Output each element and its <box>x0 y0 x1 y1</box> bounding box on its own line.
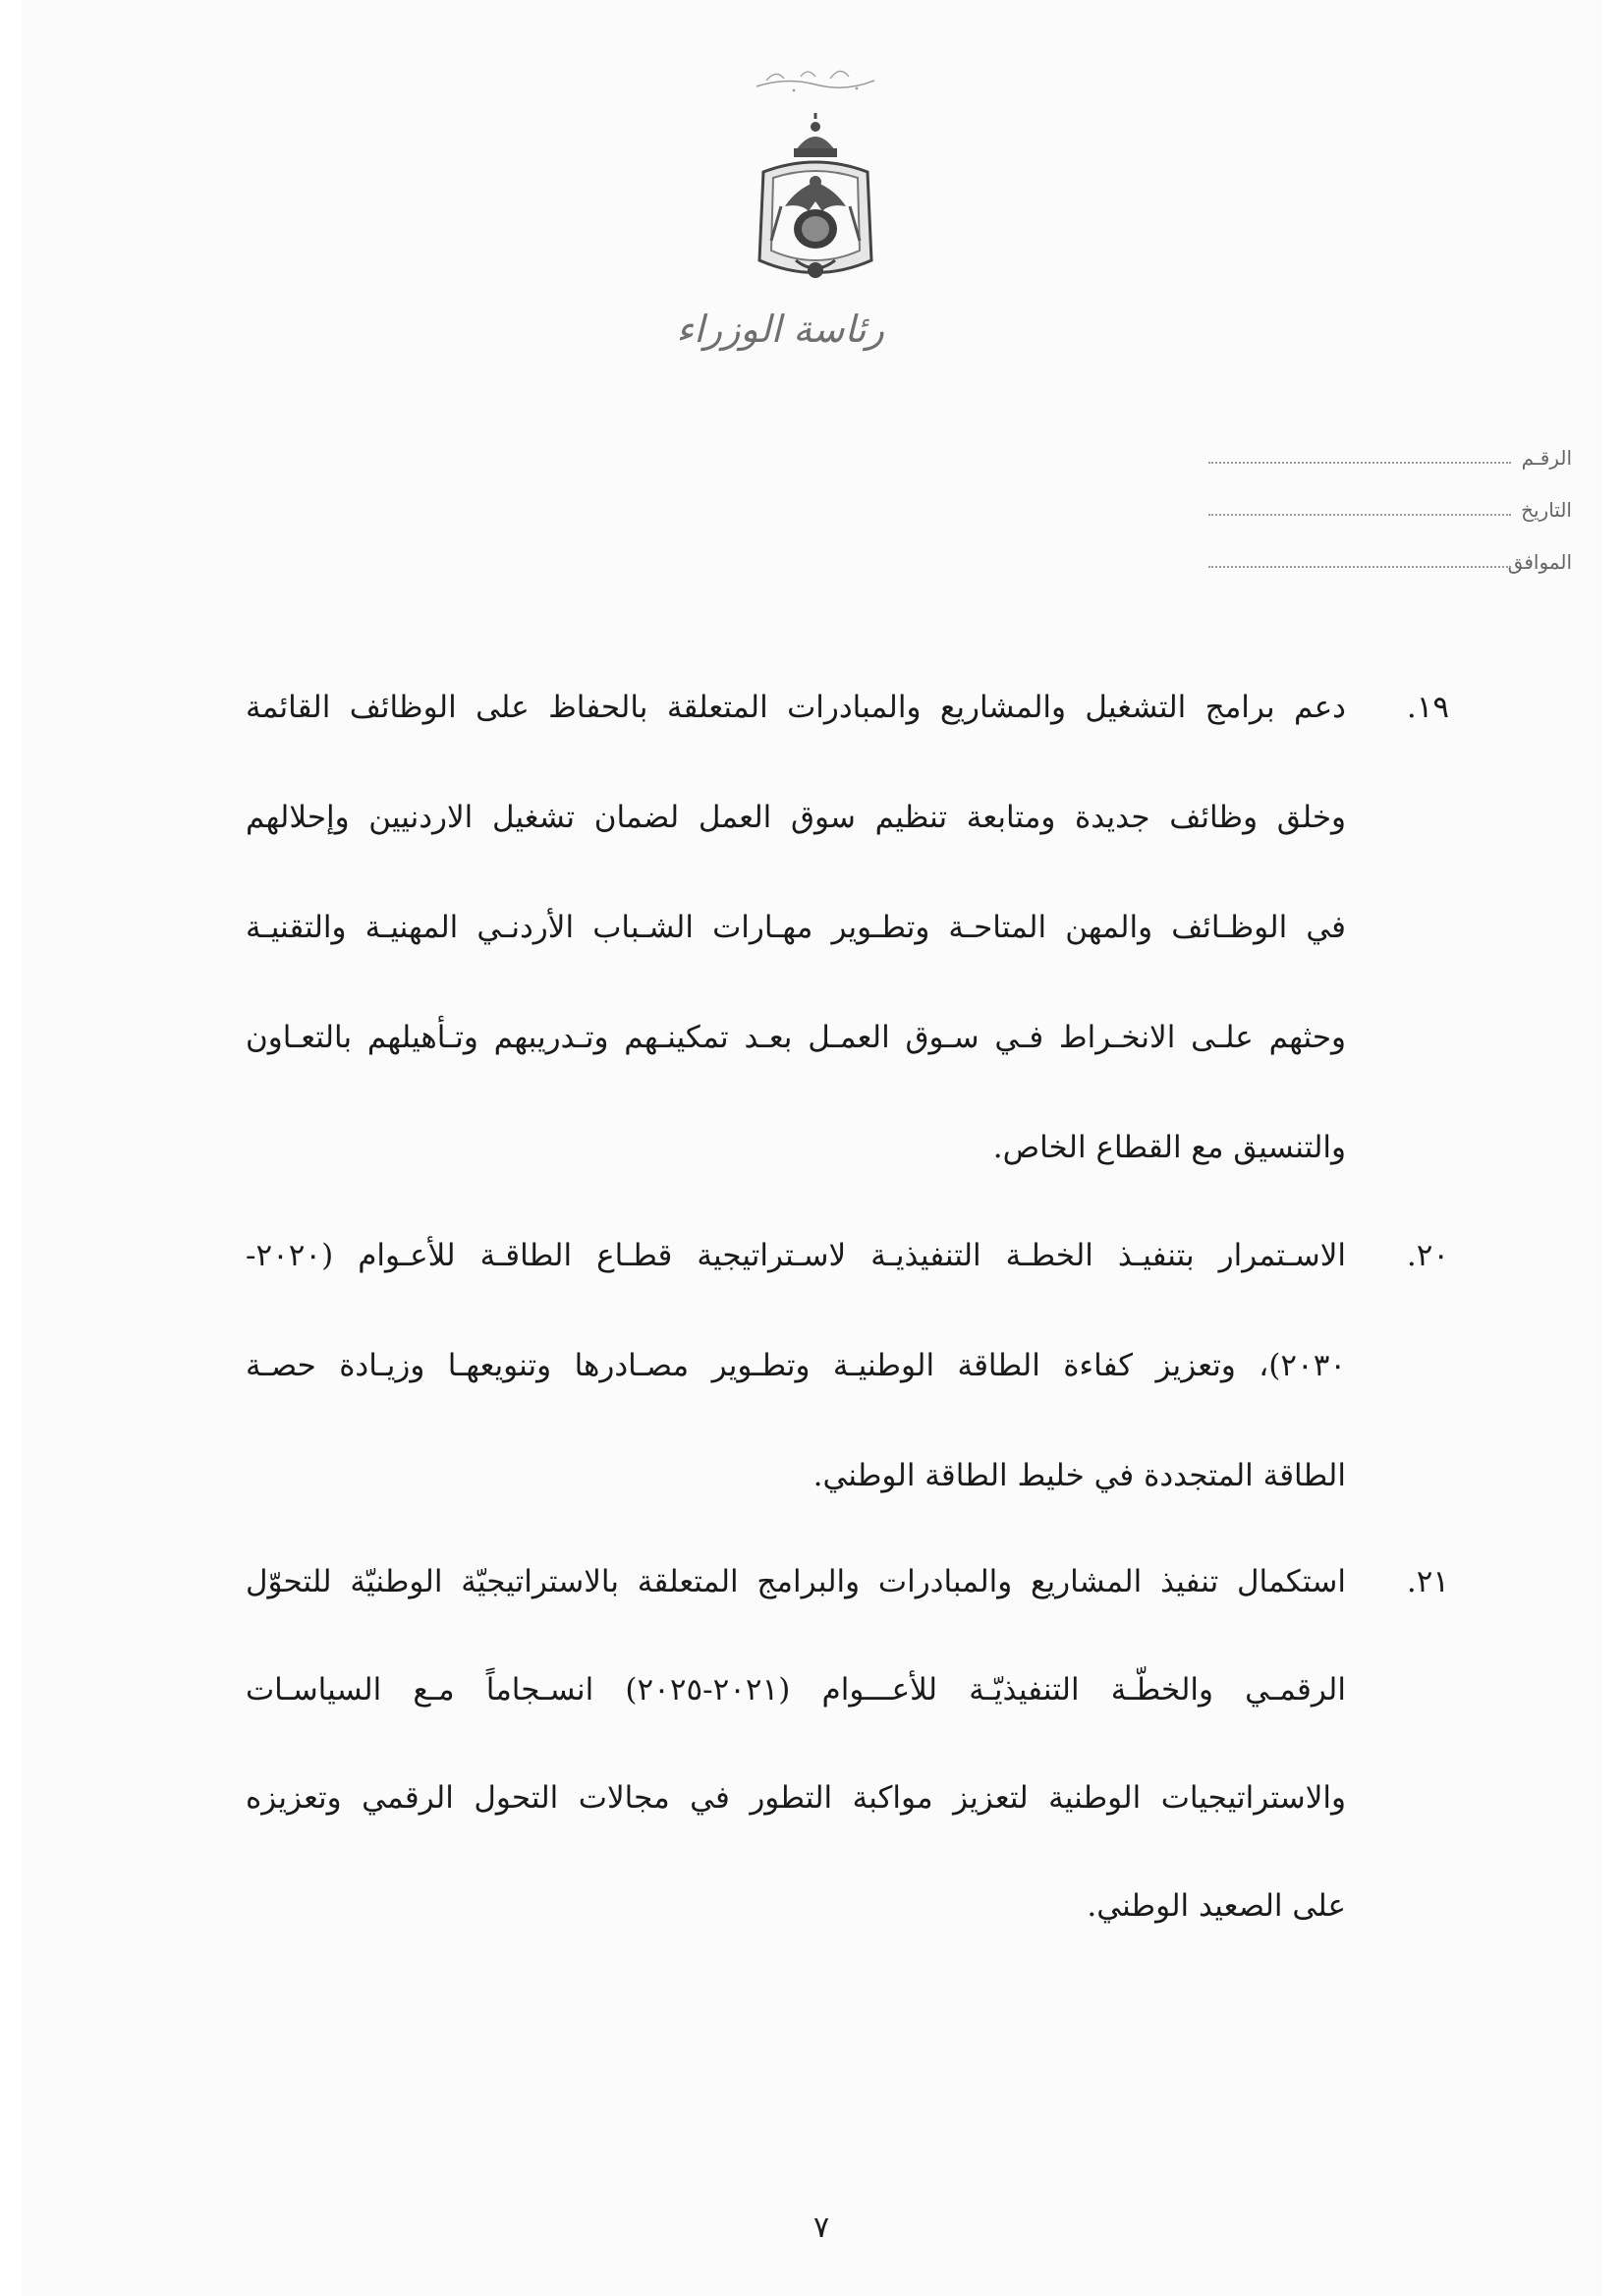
item-line: والتنسيق مع القطاع الخاص. <box>992 1130 1346 1165</box>
item-number: ٢١. <box>1406 1564 1449 1599</box>
item-number: ١٩. <box>1406 690 1449 725</box>
reference-number-label: الرقـم <box>1521 446 1572 470</box>
item-line: الرقمـي والخطّـة التنفيذيّـة للأعـــوام (٢٠٢١-٢٠٢٥) انسـجاماً مـع السياسـات <box>246 1672 1346 1708</box>
item-line: في الوظـائف والمهن المتاحـة وتطـوير مهـارات الشـباب الأردنـي المهنيـة والتقنيـة <box>246 910 1346 945</box>
corresponding-date-label: الموافق <box>1507 550 1572 574</box>
item-number: ٢٠. <box>1406 1238 1449 1273</box>
item-line: الاسـتمرار بتنفيـذ الخطـة التنفيذيـة لاسـتراتيجية قطـاع الطاقـة للأعـوام (٢٠٢٠- <box>246 1238 1346 1273</box>
item-line: الطاقة المتجددة في خليط الطاقة الوطني. <box>812 1458 1346 1493</box>
date-label: التاريخ <box>1521 498 1572 522</box>
item-line: على الصعيد الوطني. <box>1087 1888 1346 1924</box>
item-line: ٢٠٣٠)، وتعزيز كفاءة الطاقة الوطنيـة وتطـوير مصـادرها وتنويعهـا وزيـادة حصـة <box>246 1348 1346 1383</box>
item-line: وخلق وظائف جديدة ومتابعة تنظيم سوق العمل لضمان تشغيل الاردنيين وإحلالهم <box>246 800 1346 835</box>
item-line: وحثهم علـى الانخـراط فـي سـوق العمـل بعـد تمكينـهم وتـدريبهم وتـأهيلهم بالتعـاون <box>246 1020 1346 1055</box>
item-line: دعم برامج التشغيل والمشاريع والمبادرات المتعلقة بالحفاظ على الوظائف القائمة <box>246 690 1346 725</box>
item-line: استكمال تنفيذ المشاريع والمبادرات والبرامج المتعلقة بالاستراتيجيّة الوطنيّة للتحوّل <box>246 1564 1346 1599</box>
ministry-name: رئاسة الوزراء <box>676 308 884 351</box>
page-number: ٧ <box>812 2211 830 2245</box>
item-line: والاستراتيجيات الوطنية لتعزيز مواكبة التطور في مجالات التحول الرقمي وتعزيزه <box>246 1780 1346 1816</box>
